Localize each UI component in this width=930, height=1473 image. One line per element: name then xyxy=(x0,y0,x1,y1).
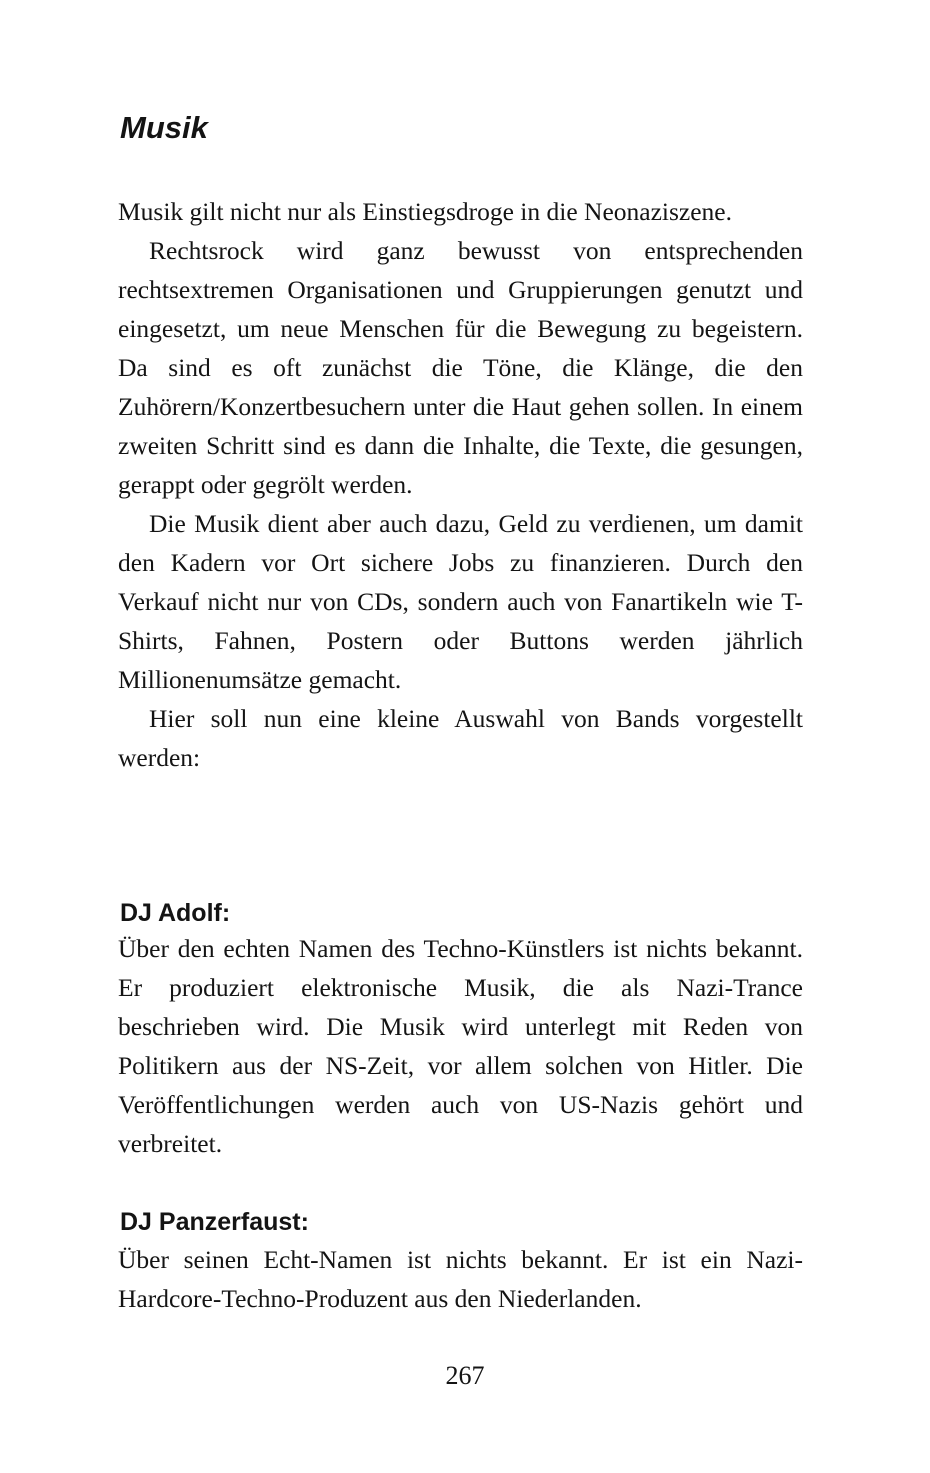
band-description-dj-adolf xyxy=(118,929,803,1163)
intro-paragraph: Musik gilt nicht nur als Einstiegsdroge in die Neonaziszene. xyxy=(118,197,732,226)
intro-text xyxy=(118,192,803,777)
band-description-text: Über den echten Namen des Techno-Künstlers ist nichts bekannt. Er produziert elektronische Musik, die als Nazi-Trance beschrieben wird. Die Musik wird unterlegt mit Reden von Politikern aus der NS-Zeit, vor allem solchen von Hitler. Die Veröffentlichungen werden auch von US-Nazis gehört und verbreitet. xyxy=(118,934,803,1158)
intro-paragraph: Hier soll nun eine kleine Auswahl von Bands vorgestellt werden: xyxy=(118,704,803,772)
page-number: 267 xyxy=(445,1361,485,1390)
intro-paragraph: Die Musik dient aber auch dazu, Geld zu verdienen, um damit den Kadern vor Ort sichere Jobs zu finanzieren. Durch den Verkauf nicht nur von CDs, sondern auch von Fanartikeln wie T-Shirts, Fahnen, Postern oder Buttons werden jährlich Millionenumsätze gemacht. xyxy=(118,509,803,694)
band-description-text: Über seinen Echt-Namen ist nichts bekannt. Er ist ein Nazi-Hardcore-Techno-Produzent aus den Niederlanden. xyxy=(118,1245,803,1313)
band-heading-dj-adolf: DJ Adolf: xyxy=(120,899,231,927)
band-description-dj-panzerfaust xyxy=(118,1240,803,1318)
intro-paragraph: Rechtsrock wird ganz bewusst von entsprechenden rechtsextremen Organisationen und Gruppierungen genutzt und eingesetzt, um neue Menschen für die Bewegung zu begeistern. Da sind es oft zunächst die Töne, die Klänge, die den Zuhörern/Konzertbesuchern unter die Haut gehen sollen. In einem zweiten Schritt sind es dann die Inhalte, die Texte, die gesungen, gerappt oder gegrölt werden. xyxy=(118,236,803,499)
section-title: Musik xyxy=(120,110,208,145)
band-heading-dj-panzerfaust: DJ Panzerfaust: xyxy=(120,1208,309,1236)
